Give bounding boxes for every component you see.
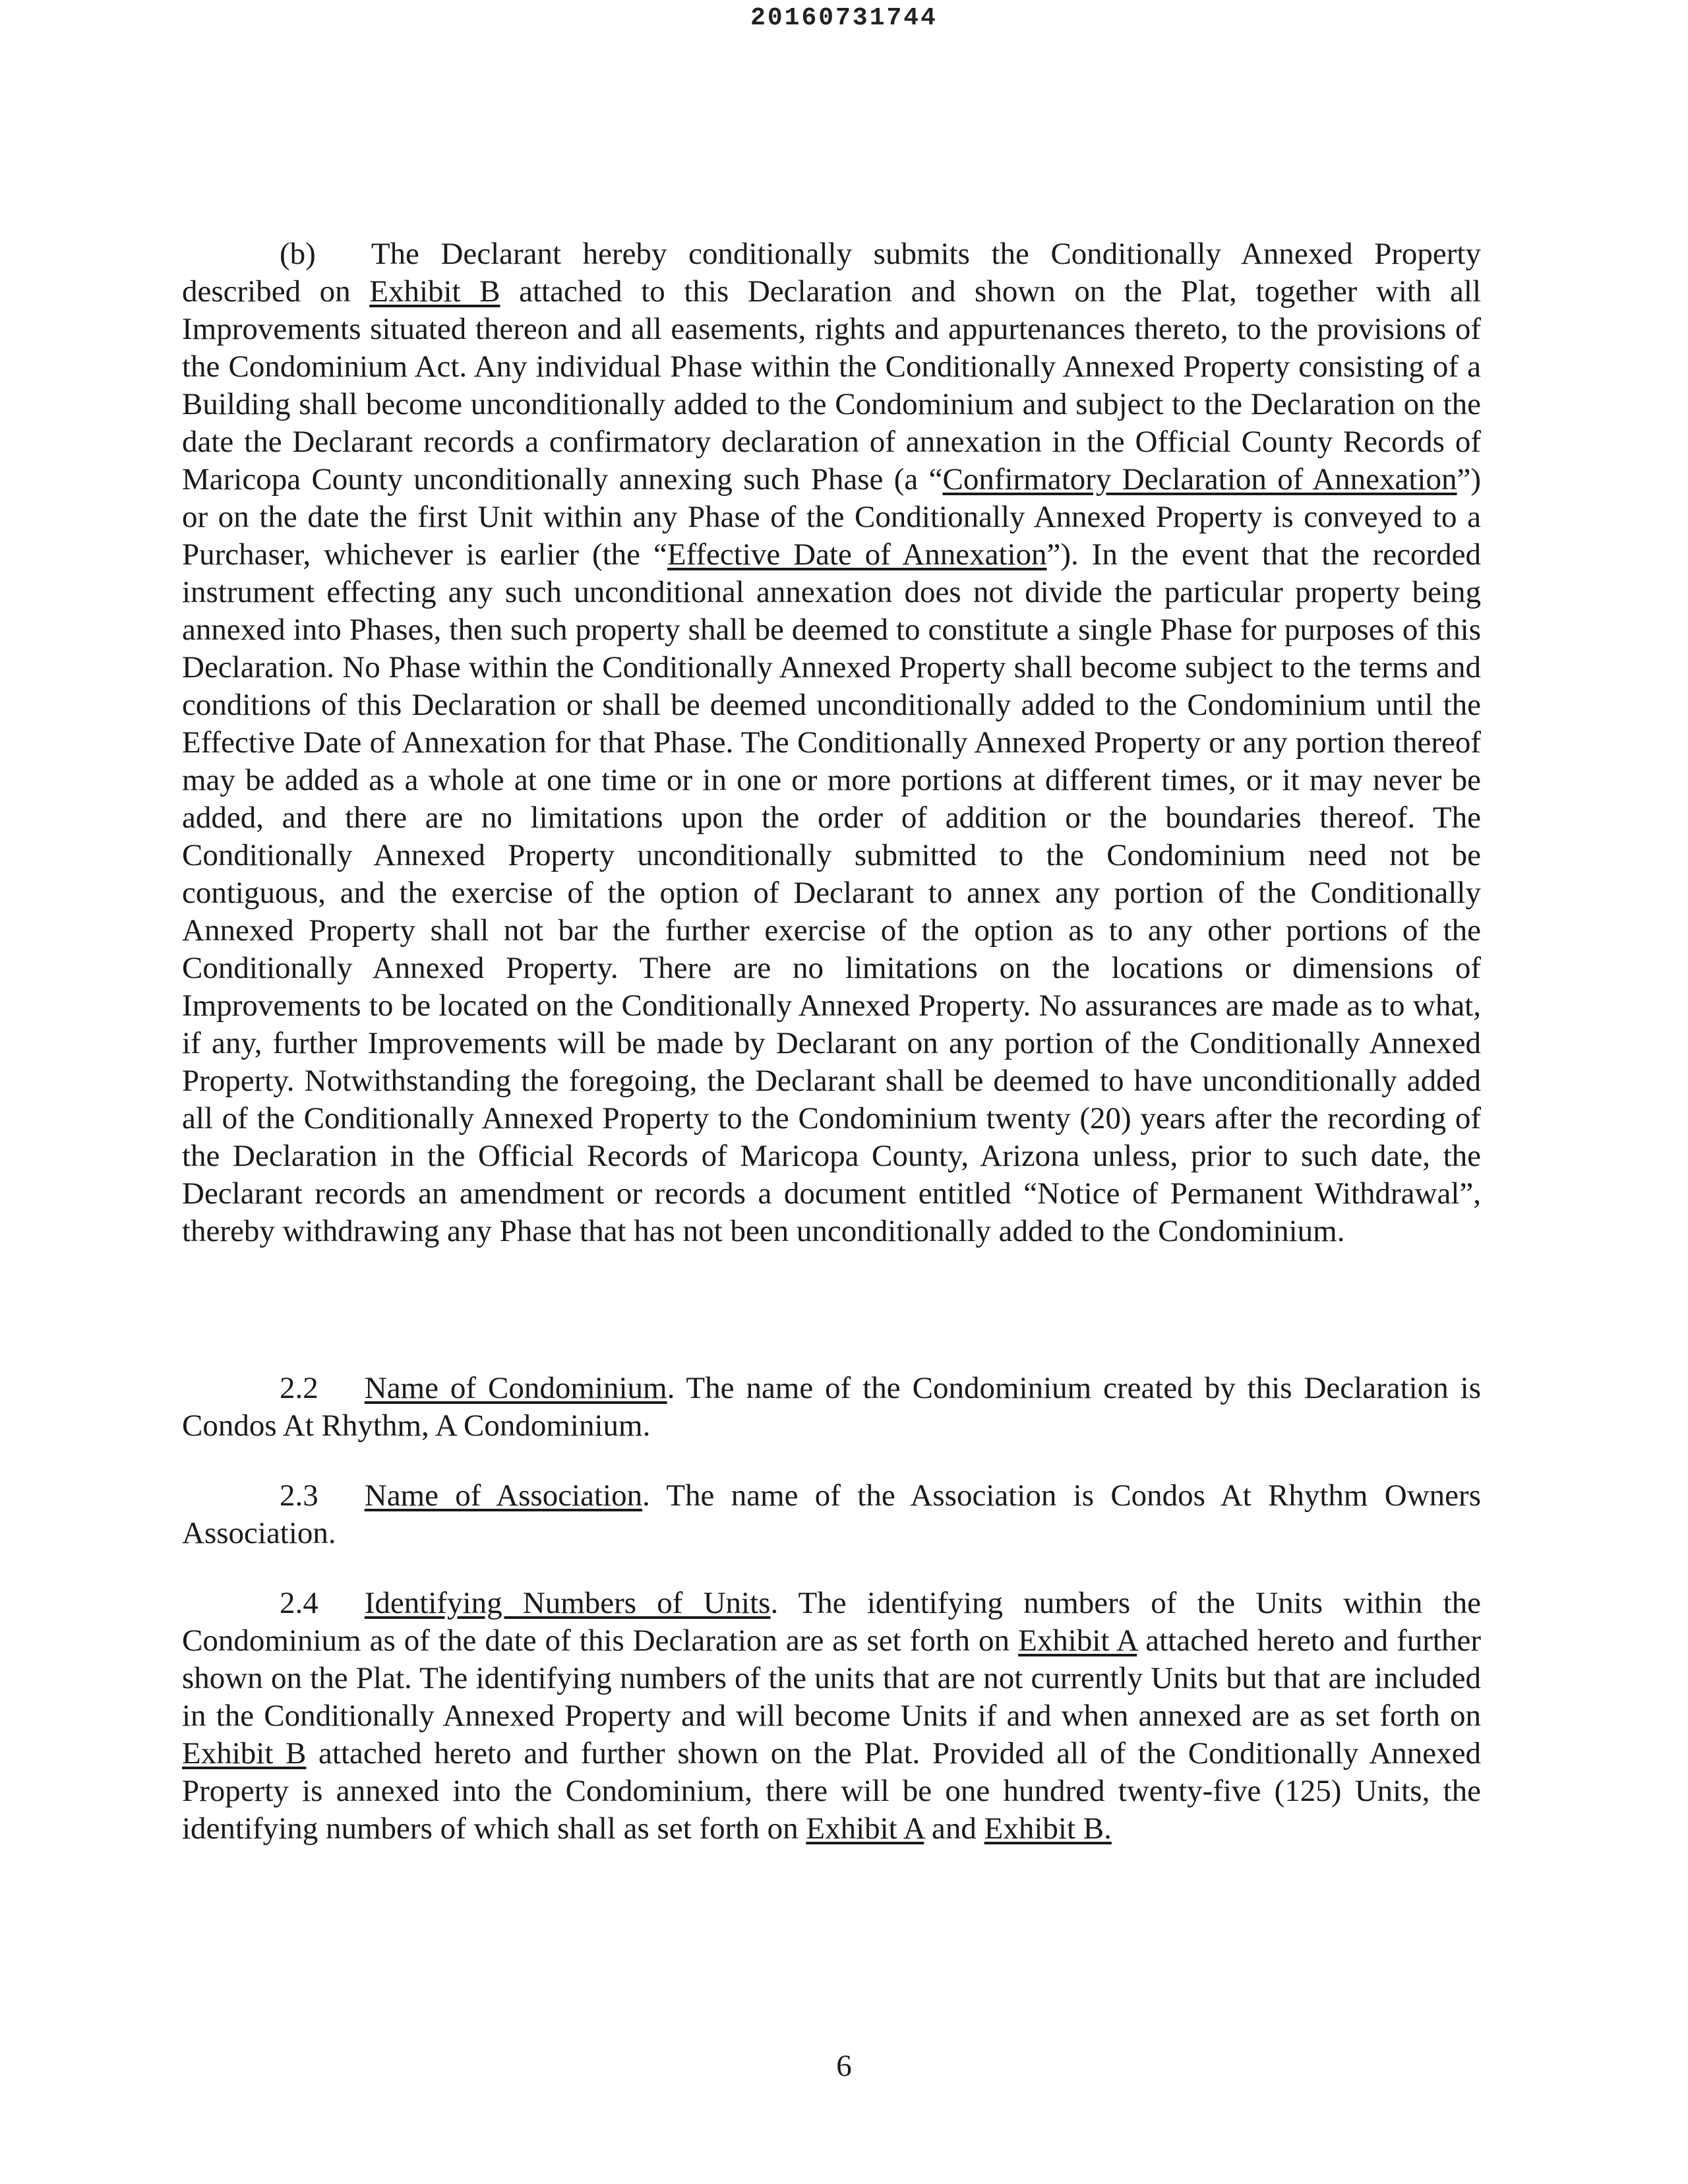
exhibit-b-reference: Exhibit B	[369, 274, 500, 309]
page-number: 6	[836, 2049, 852, 2083]
section-2-3-text: . The name of the Association is Condos At Rhythm Owners Association.	[182, 1478, 1481, 1550]
paragraph-b-label: (b)	[280, 237, 316, 271]
section-2-4-text-3: attached hereto and further shown on the Plat. Provided all of the Conditionally Annexed Property is annexed into the Condominium, there will be one hundred twenty-five (125) Units, the identifying numbers of which shall as set forth on	[182, 1736, 1482, 1846]
section-2-3-heading: Name of Association	[364, 1478, 643, 1513]
paragraph-b-text-2: attached to this Declaration and shown on the Plat, together with all Improvements situated thereon and all easements, rights and appurtenances thereto, to the provisions of the Condominium Act. Any individual Phase within the Conditionally Annexed Property consisting of a Building shall become unconditionally added to the Condominium and subject to the Declaration on the date the Declarant records a confirmatory declaration of annexation in the Official County Records of Maricopa County unconditionally annexing such Phase (a “	[182, 274, 1482, 497]
defined-term-effective-date: Effective Date of Annexation	[667, 537, 1047, 572]
section-2-4-heading: Identifying Numbers of Units	[364, 1586, 771, 1620]
paragraph-b-text-1: The Declarant hereby conditionally submits the Conditionally Annexed Property described on	[182, 237, 1481, 309]
section-2-3-number: 2.3	[280, 1478, 318, 1513]
paragraph-b-text-3: ”) or on the date the first Unit within any Phase of the Conditionally Annexed Property is conveyed to a Purchaser, whichever is earlier (the “	[182, 462, 1481, 572]
section-2-2-text: . The name of the Condominium created by this Declaration is Condos At Rhythm, A Condominium.	[182, 1371, 1481, 1443]
exhibit-a-reference: Exhibit A	[1018, 1623, 1137, 1658]
section-2-4-text-2: attached hereto and further shown on the Plat. The identifying numbers of the units that are not currently Units but that are included in the Conditionally Annexed Property and will become Units if and when annexed are as set forth on	[182, 1623, 1481, 1733]
section-2-2-number: 2.2	[280, 1371, 318, 1405]
section-2-4	[182, 1585, 1481, 1848]
section-2-3	[182, 1477, 1481, 1552]
exhibit-b-reference: Exhibit B	[182, 1736, 307, 1771]
paragraph-b-text-4: ”). In the event that the recorded instrument effecting any such unconditional annexation does not divide the particular property being annexed into Phases, then such property shall be deemed to constitute a single Phase for purposes of this Declaration. No Phase within the Conditionally Annexed Property shall become subject to the terms and conditions of this Declaration or shall be deemed unconditionally added to the Condominium until the Effective Date of Annexation for that Phase. The Conditionally Annexed Property or any portion thereof may be added as a whole at one time or in one or more portions at different times, or it may never be added, and there are no limitations upon the order of addition or the boundaries thereof. The Conditionally Annexed Property unconditionally submitted to the Condominium need not be contiguous, and the exercise of the option of Declarant to annex any portion of the Conditionally Annexed Property shall not bar the further exercise of the option as to any other portions of the Conditionally Annexed Property. There are no limitations on the locations or dimensions of Improvements to be located on the Conditionally Annexed Property. No assurances are made as to what, if any, further Improvements will be made by Declarant on any portion of the Conditionally Annexed Property. Notwithstanding the foregoing, the Declarant shall be deemed to have unconditionally added all of the Conditionally Annexed Property to the Condominium twenty (20) years after the recording of the Declaration in the Official Records of Maricopa County, Arizona unless, prior to such date, the Declarant records an amendment or records a document entitled “Notice of Permanent Withdrawal”, thereby withdrawing any Phase that has not been unconditionally added to the Condominium.	[182, 537, 1481, 1248]
section-2-2	[182, 1370, 1481, 1445]
recording-number: 20160731744	[750, 4, 938, 32]
exhibit-b-reference: Exhibit B.	[984, 1811, 1112, 1846]
section-2-2-heading: Name of Condominium	[364, 1371, 667, 1405]
section-2-4-text-4: and	[924, 1811, 984, 1846]
section-2-4-text-1: . The identifying numbers of the Units within the Condominium as of the date of this Declaration are as set forth on	[182, 1586, 1482, 1658]
paragraph-b	[182, 235, 1481, 1250]
defined-term-confirmatory-declaration: Confirmatory Declaration of Annexation	[942, 462, 1457, 497]
exhibit-a-reference: Exhibit A	[806, 1811, 924, 1846]
section-2-4-number: 2.4	[280, 1586, 318, 1620]
